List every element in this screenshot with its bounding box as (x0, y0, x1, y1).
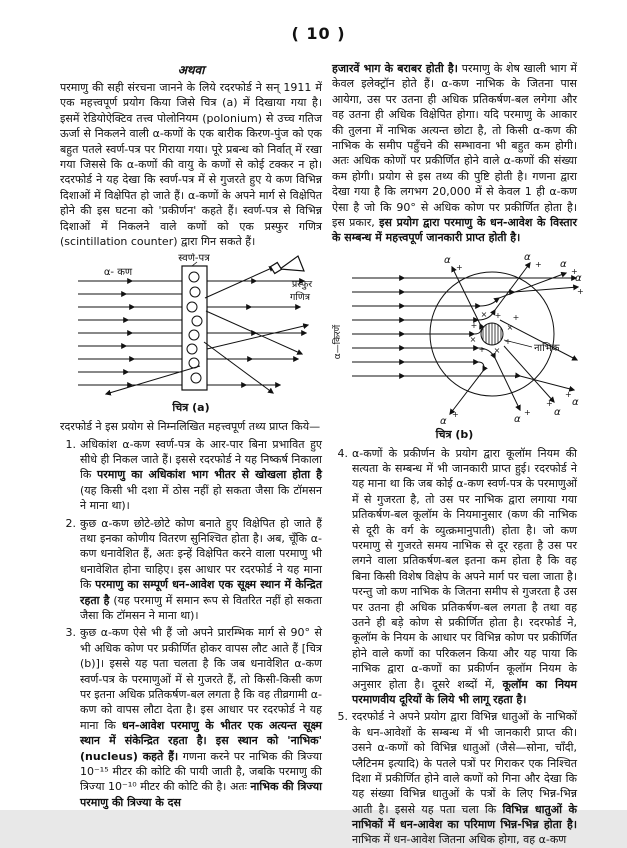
svg-text:+: + (470, 320, 478, 330)
item-number: 3. (65, 626, 76, 640)
svg-text:×: × (469, 334, 477, 344)
intro-paragraph: परमाणु की सही संरचना जानने के लिये रदरफोर्ड ने सन् 1911 में एक महत्त्वपूर्ण प्रयोग किया जिसे चित्र (a) में दिखाया गया है। इसमें रेडियोऐक्टिव तत्त्व पोलोनियम (polonium) से उच्च गतिज ऊर्जा से निकलने वाली α-कणों के एक बारीक किरण-पुंज को एक बहुत पतले स्वर्ण-पत्र पर गिराया गया। पूरे प्रबन्ध को निर्वात् में रखा गया जिससे कि α-कणों की वायु के कणों से कोई टक्कर न हो। रदरफोर्ड ने यह देखा कि स्वर्ण-पत्र में से गुजरते हुए ये कण विभिन्न दिशाओं में विक्षेपित हो जाते हैं। α-कणों के अपने मार्ग से विक्षेपित होने की इस घटना को 'प्रकीर्णन' कहते हैं। स्वर्ण-पत्र से विभिन्न दिशाओं में निकलने वाले कणों को एक प्रस्फुर गणित्र (scintillation counter) द्वारा गिन सकते हैं। (60, 81, 322, 248)
svg-text:+: + (494, 310, 502, 320)
right-column (332, 61, 584, 848)
alpha-rays-label: α—किरणें (333, 324, 343, 359)
svg-text:α: α (524, 251, 531, 263)
gold-foil-rect (182, 266, 207, 390)
alpha-beam-label: α- कण (103, 267, 133, 279)
svg-text:×: × (506, 322, 514, 332)
svg-text:+: + (504, 336, 512, 346)
figure-b (332, 250, 584, 442)
svg-text:α: α (575, 272, 582, 284)
figure-b-diagram (332, 250, 584, 426)
svg-text:α: α (440, 415, 447, 426)
item-number: 2. (65, 516, 76, 530)
continuation-paragraph: हजारवें भाग के बराबर होती है। परमाणु के शेष खाली भाग में केवल इलेक्ट्रॉन होते हैं। α-कण नाभिक के जितना पास आयेगा, उस पर उतना ही अधिक प्रतिकर्षण-बल लगेगा और वह उतना ही अधिक विक्षेपित होगा। यदि परमाणु के आकार की तुलना में नाभिक अत्यन्त छोटा है, तो किसी α-कण की नाभिक के समीप पहुँचने की सम्भावना भी बहुत कम होगी। अतः अधिक कोणों पर प्रकीर्णित होने वाले α-कणों की संख्या कम होगी। प्रयोग से इस तथ्य की पुष्टि होती है। गणना द्वारा देखा गया है कि लगभग 20,000 में से केवल 1 ही α-कण ऐसा है जो कि 90° से अधिक कोण पर प्रकीर्णित होता है। इस प्रकार, इस प्रयोग द्वारा परमाणु के धन-आवेश के विस्तार के सम्बन्ध में महत्त्वपूर्ण जानकारी प्राप्त होती है। (332, 62, 577, 245)
counter-label-line2: गणित्र (290, 292, 310, 304)
facts-intro: रदरफोर्ड ने इस प्रयोग से निम्नलिखित महत्त्वपूर्ण तथ्य प्राप्त किये— (60, 420, 321, 434)
list-item-5 (332, 709, 577, 848)
svg-text:+: + (571, 266, 578, 276)
svg-text:+: + (577, 286, 584, 296)
list-item-2 (60, 516, 322, 624)
nucleus-circle (481, 323, 503, 345)
svg-text:×: × (493, 345, 501, 355)
svg-text:+: + (452, 409, 459, 419)
item-text: रदरफोर्ड ने अपने प्रयोग द्वारा विभिन्न धातुओं के नाभिकों के धन-आवेशों के सम्बन्ध में भी जानकारी प्राप्त की। उसने α-कणों को विभिन्न धातुओं (जैसे—सोना, चाँदी, प्लैटिनम इत्यादि) के पतले पत्रों पर गिराकर एक निश्चित दिशा में प्रकीर्णित होने वाले कणों को गिना और देखा कि यह संख्या विभिन्न धातुओं के पत्रों के लिए भिन्न-भिन्न आती है। इससे यह पता चला कि विभिन्न धातुओं के नाभिकों में धन-आवेश का परिमाण भिन्न-भिन्न होता है। नाभिक में धन-आवेश जितना अधिक होगा, वह α-कण (352, 710, 577, 847)
two-column-layout (60, 61, 584, 848)
svg-text:+: + (478, 344, 486, 354)
item-number: 5. (337, 710, 348, 724)
svg-text:α: α (572, 396, 579, 408)
svg-text:+: + (535, 259, 542, 269)
figure-b-caption: चित्र (b) (435, 427, 474, 441)
item-text: कुछ α-कण छोटे-छोटे कोण बनाते हुए विक्षेपित हो जाते हैं तथा इनका कोणीय वितरण सुनिश्चित होता है। अब, चूँकि α-कण धनावेशित हैं, अतः इन्हें विक्षेपित करने वाला परमाणु भी धनावेशित होना चाहिए। इस आधार पर रदरफोर्ड ने यह माना कि परमाणु का सम्पूर्ण धन-आवेश एक सूक्ष्म स्थान में केन्द्रित रहता है (यह परमाणु में समान रूप से वितरित नहीं हो सकता जैसा कि टॉमसन ने माना था)। (80, 516, 322, 622)
figure-a-caption: चित्र (a) (172, 401, 210, 415)
section-heading: अथवा (177, 63, 205, 77)
gold-foil-label: स्वर्ण-पत्र (178, 253, 210, 265)
left-column (60, 61, 322, 848)
item-number: 4. (337, 446, 348, 460)
svg-text:+: + (546, 398, 553, 408)
svg-text:+: + (524, 407, 531, 417)
nucleus-label: नाभिक (534, 342, 560, 354)
item-text: कुछ α-कण ऐसे भी हैं जो अपने प्रारम्भिक मार्ग से 90° से भी अधिक कोण पर प्रकीर्णित होकर वापस लौट आते हैं [चित्र (b)]। इससे यह पता चलता है कि जब धनावेशित α-कण स्वर्ण-पत्र के परमाणुओं में से गुजरते हैं, तो किसी-किसी कण पर इतना अधिक प्रतिकर्षण-बल लगता है कि वह तीव्रगामी α-कण को वापस लौटा देता है। इस आधार पर रदरफोर्ड ने यह माना कि धन-आवेश परमाणु के भीतर एक अत्यन्त सूक्ष्म स्थान में संकेन्द्रित रहता है। इस स्थान को 'नाभिक' (nucleus) कहते हैं। गणना करने पर नाभिक की त्रिज्या 10⁻¹⁵ मीटर की कोटि की पायी जाती है, जबकि परमाणु की त्रिज्या 10⁻¹⁰ मीटर की कोटि की है। अतः नाभिक की त्रिज्या परमाणु की त्रिज्या के दस (80, 626, 323, 809)
list-item-3 (60, 625, 322, 810)
svg-text:+: + (456, 262, 463, 272)
item-number: 1. (65, 437, 76, 451)
svg-text:+: + (565, 389, 572, 399)
item-text: अधिकांश α-कण स्वर्ण-पत्र के आर-पार बिना प्रभावित हुए सीधे ही निकल जाते हैं। इससे रदरफोर्ड ने यह निष्कर्ष निकाला कि परमाणु का अधिकांश भाग भीतर से खोखला होता है (यह किसी भी दशा में ठोस नहीं हो सकता जैसा कि टॉमसन ने माना था)। (80, 437, 322, 513)
figure-a-diagram (66, 253, 316, 399)
svg-text:+: + (512, 312, 520, 322)
svg-text:α: α (560, 258, 567, 270)
item-text: α-कणों के प्रकीर्णन के प्रयोग द्वारा कूलॉम नियम की सत्यता के सम्बन्ध में भी जानकारी प्राप्त हुई। रदरफोर्ड ने यह माना था कि जब कोई α-कण स्वर्ण-पत्र के परमाणुओं में से गुजरता है, तो उस पर नाभिक द्वारा लगाया गया प्रतिकर्षण-बल कूलॉम के नियमानुसार (कण की नाभिक से दूरी के वर्ग के व्युत्क्रमानुपाती) होता है। जो कण परमाणु से गुजरते समय नाभिक से दूर रहता है उस पर लगने वाला प्रतिकर्षण-बल इतना कम होता है कि वह बिना किसी विशेष विक्षेप के अपने मार्ग पर चला जाता है। परन्तु जो कण नाभिक के जितना समीप से गुजरता है उस पर उतना ही अधिक प्रतिकर्षण-बल लगता है तथा वह उतने ही बड़े कोण से प्रकीर्णित होता है। रदरफोर्ड ने, कूलॉम के नियम के आधार पर विभिन्न कोण पर प्रकीर्णित होने वाले कणों का परिकलन किया और यह पाया कि नाभिक द्वारा α-कणों का प्रकीर्णन कूलॉम नियम के अनुसार होता है। दूसरे शब्दों में, कूलॉम का नियम परमाणवीय दूरियों के लिये भी लागू रहता है। (352, 446, 578, 706)
svg-text:α: α (444, 254, 451, 266)
list-item-1 (60, 437, 322, 514)
svg-text:α: α (514, 413, 521, 425)
alpha-beam-lines (78, 281, 182, 385)
scintillation-counter-icon (270, 256, 304, 274)
svg-text:α: α (554, 406, 561, 418)
counter-label-line1: प्रस्फुर (291, 279, 313, 291)
svg-text:×: × (480, 309, 488, 319)
page-number: ( 10 ) (291, 24, 346, 43)
list-item-4 (332, 446, 577, 708)
figure-a (60, 253, 322, 415)
